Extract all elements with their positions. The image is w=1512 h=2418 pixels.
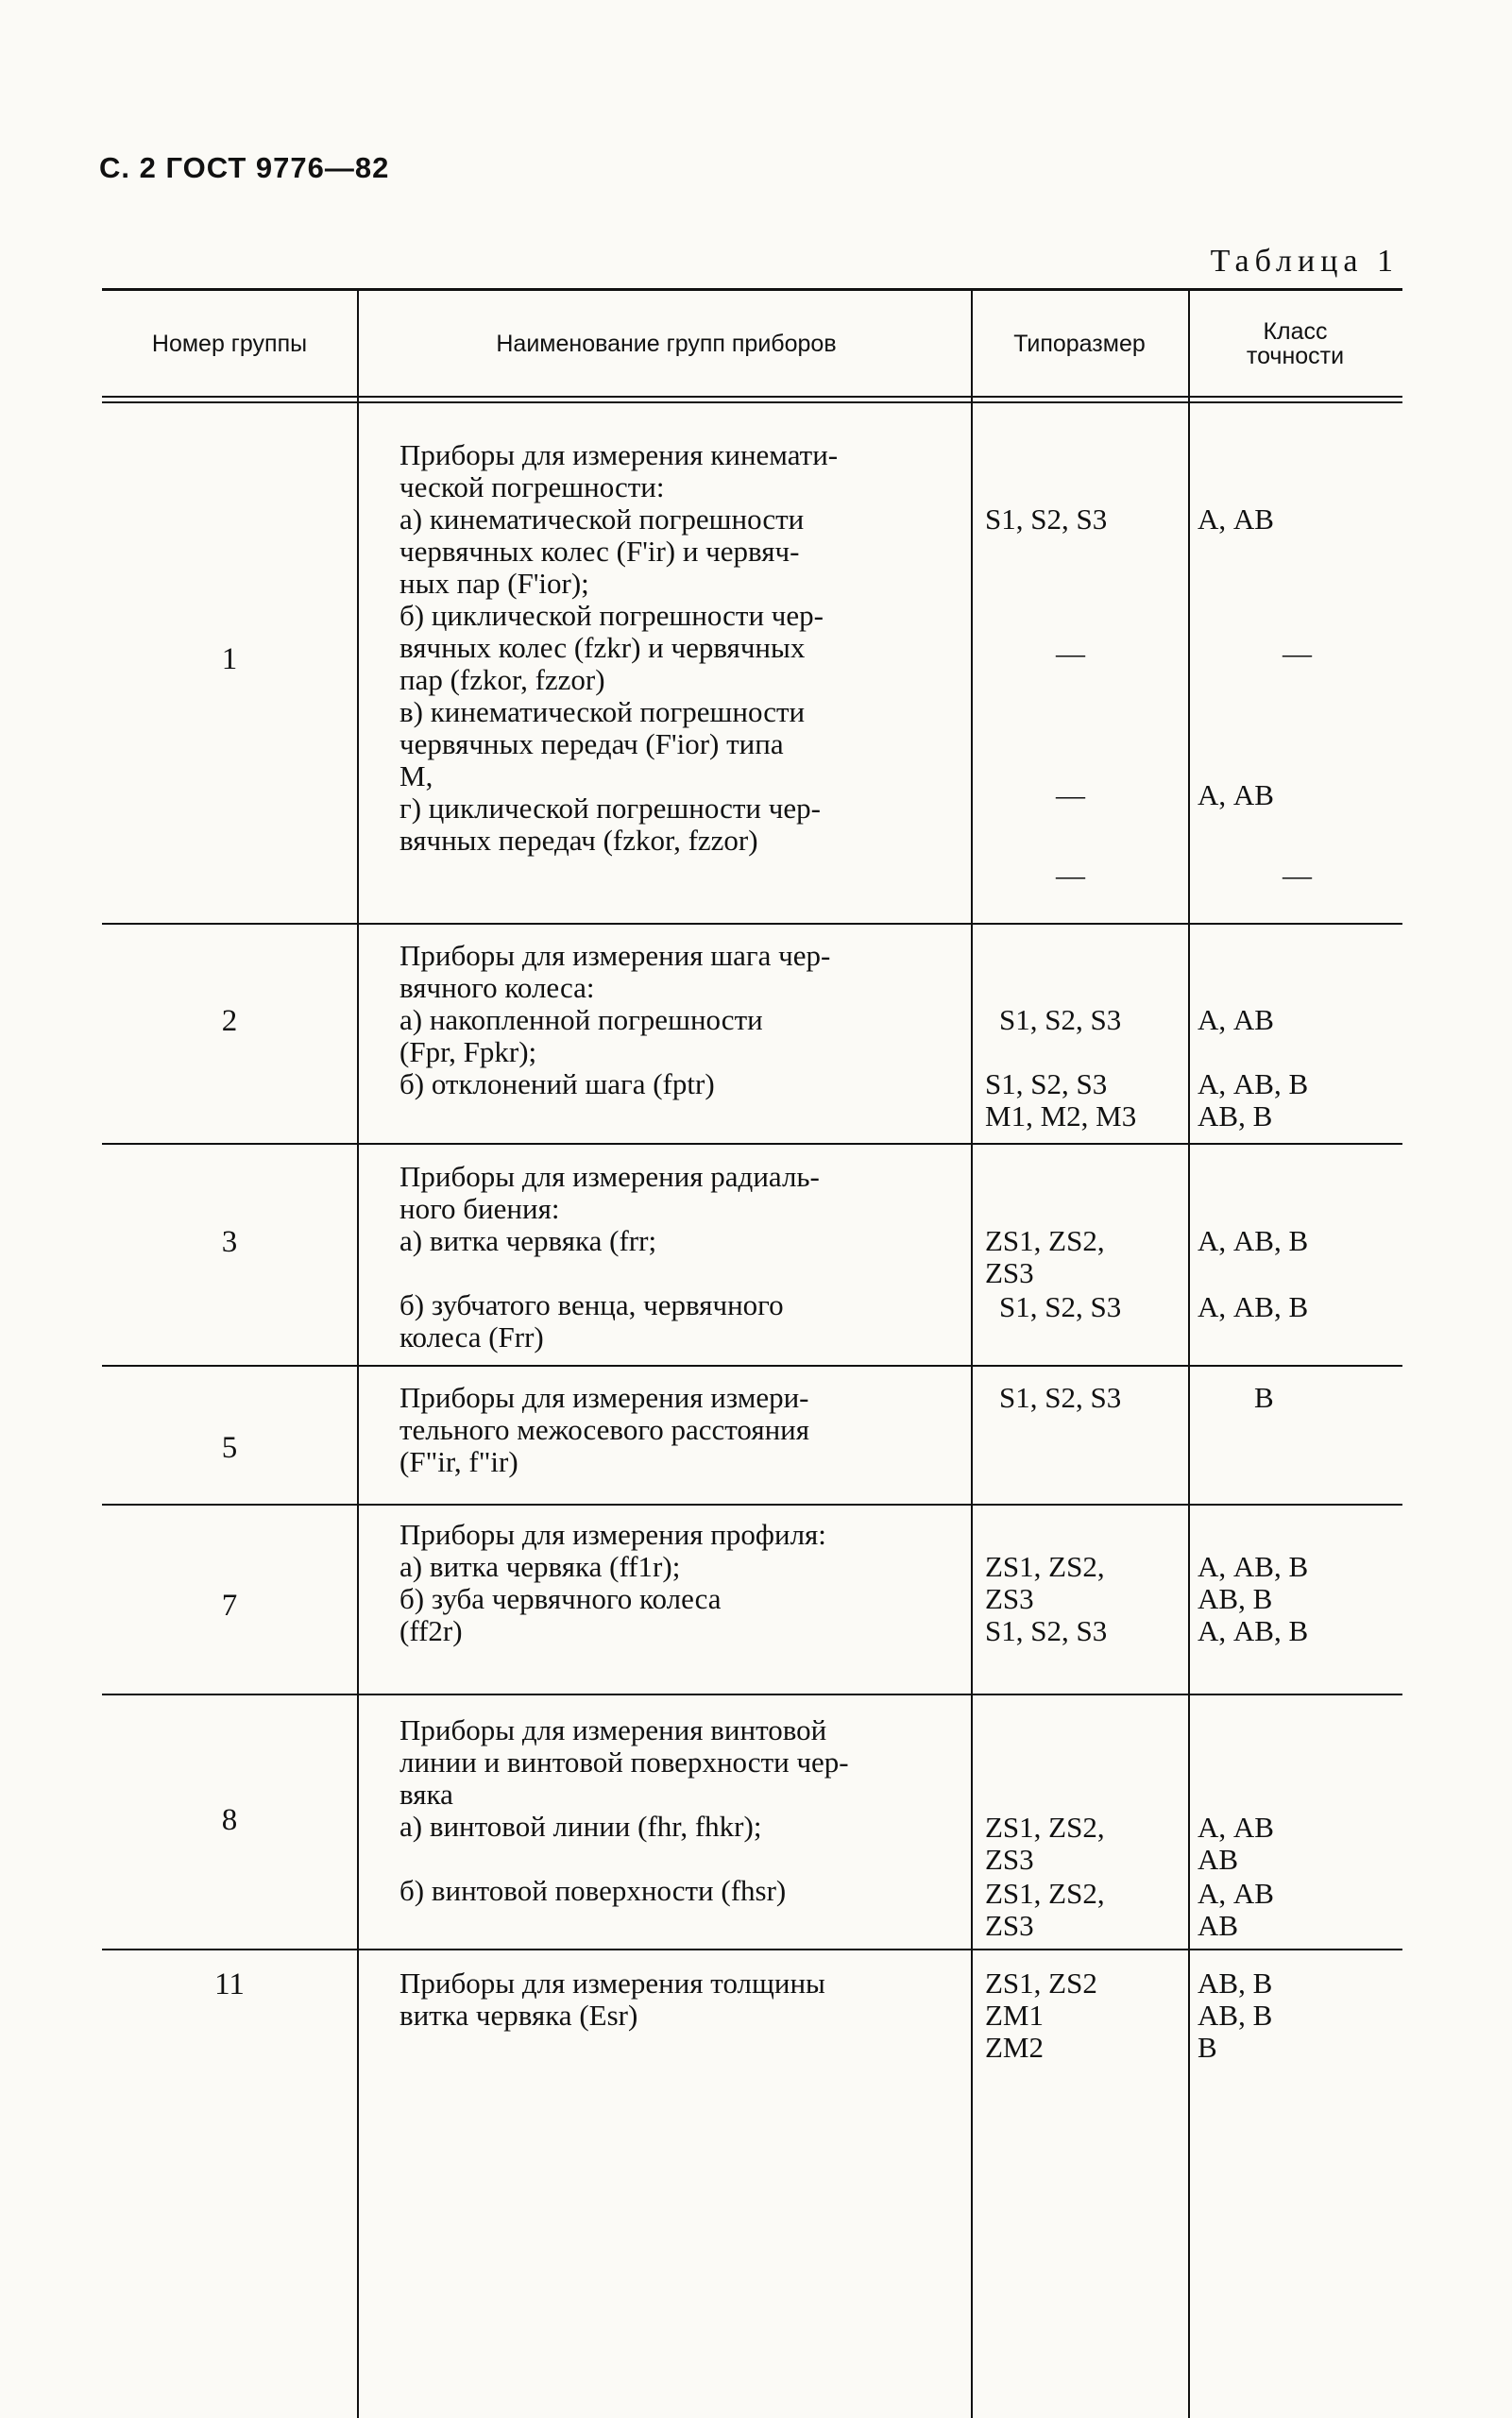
- size-cell: —: [1056, 637, 1085, 670]
- col-header-group: Номер группы: [151, 330, 308, 357]
- size-cell: S1, S2, S3: [985, 502, 1108, 536]
- table-title: Таблица 1: [1210, 244, 1399, 279]
- group-description: Приборы для измерения винтовой линии и винтовой поверхности чер- вяка а) винтовой линии (fhr, fhkr); б) винтовой поверхности (fhsr): [399, 1713, 849, 1907]
- group-description: Приборы для измерения профиля: а) витка червяка (ff1r); б) зуба червячного колеса (ff2r): [399, 1518, 826, 1647]
- col-divider-1: [357, 288, 359, 2418]
- group-number: 5: [221, 1431, 238, 1465]
- class-cell: А, АВ: [1198, 1003, 1274, 1036]
- group-description: Приборы для измерения толщины витка червяка (Esr): [399, 1967, 825, 2032]
- class-cell: —: [1283, 859, 1312, 892]
- class-cell: А, АВ, В: [1198, 1290, 1309, 1323]
- size-cell: ZS1, ZS2, ZS3: [985, 1811, 1105, 1876]
- class-cell: А, АВ, В АВ, В А, АВ, В: [1198, 1550, 1309, 1647]
- class-cell: А, АВ: [1198, 502, 1274, 536]
- header-bottom-rule-2: [102, 401, 1402, 403]
- group-description: Приборы для измерения радиаль- ного биения: а) витка червяка (frr; б) зубчатого венца, червячного колеса (Frr): [399, 1160, 820, 1354]
- group-description: Приборы для измерения измери- тельного межосевого расстояния (F"ir, f"ir): [399, 1381, 810, 1478]
- size-cell: ZS1, ZS2, ZS3: [985, 1877, 1105, 1942]
- group-number: 8: [221, 1803, 238, 1837]
- group-number: 1: [221, 642, 238, 676]
- class-cell: А, АВ АВ: [1198, 1877, 1274, 1942]
- group-description: Приборы для измерения шага чер- вячного колеса: а) накопленной погрешности (Fpr, Fpkr); б) отклонений шага (fptr): [399, 939, 831, 1100]
- size-cell: —: [1056, 778, 1085, 811]
- class-cell: А, АВ, В: [1198, 1224, 1309, 1257]
- col-header-size: Типоразмер: [1013, 330, 1146, 357]
- row-separator: [102, 1143, 1402, 1145]
- size-cell: —: [1056, 859, 1085, 892]
- col-divider-3: [1188, 288, 1190, 2418]
- page-header: С. 2 ГОСТ 9776—82: [99, 151, 390, 184]
- row-separator: [102, 923, 1402, 925]
- row-separator: [102, 1694, 1402, 1695]
- size-cell: ZS1, ZS2, ZS3: [985, 1224, 1105, 1289]
- group-number: 7: [221, 1589, 238, 1623]
- group-number: 11: [214, 1967, 245, 2001]
- row-separator: [102, 1504, 1402, 1506]
- class-cell: А, АВ, В АВ, В: [1198, 1067, 1309, 1132]
- group-number: 3: [221, 1225, 238, 1259]
- row-separator: [102, 1365, 1402, 1367]
- class-cell: —: [1283, 637, 1312, 670]
- class-cell: В: [1254, 1381, 1274, 1414]
- class-cell: А, АВ АВ: [1198, 1811, 1274, 1876]
- size-cell: S1, S2, S3: [999, 1381, 1122, 1414]
- group-number: 2: [221, 1004, 238, 1038]
- class-cell: АВ, В АВ, В В: [1198, 1967, 1273, 2064]
- size-cell: S1, S2, S3: [999, 1003, 1122, 1036]
- size-cell: S1, S2, S3 M1, M2, M3: [985, 1067, 1137, 1132]
- size-cell: ZS1, ZS2 ZM1 ZM2: [985, 1967, 1097, 2064]
- col-header-class: Класс точности: [1246, 317, 1345, 369]
- row-separator: [102, 1949, 1402, 1950]
- size-cell: S1, S2, S3: [999, 1290, 1122, 1323]
- class-cell: А, АВ: [1198, 778, 1274, 811]
- size-cell: ZS1, ZS2, ZS3 S1, S2, S3: [985, 1550, 1108, 1647]
- col-header-name: Наименование групп приборов: [496, 330, 837, 357]
- group-description: Приборы для измерения кинемати- ческой погрешности: а) кинематической погрешности червячных колес (F'ir) и червяч- ных пар (F'ior); б) циклической погрешности чер- вячных колес (fzkr) и червячных пар (fzkor, fzzor) в) кинематической погрешности червячных передач (F'ior) типа М, г) циклической погрешности чер- вячных передач (fzkor, fzzor): [399, 438, 839, 857]
